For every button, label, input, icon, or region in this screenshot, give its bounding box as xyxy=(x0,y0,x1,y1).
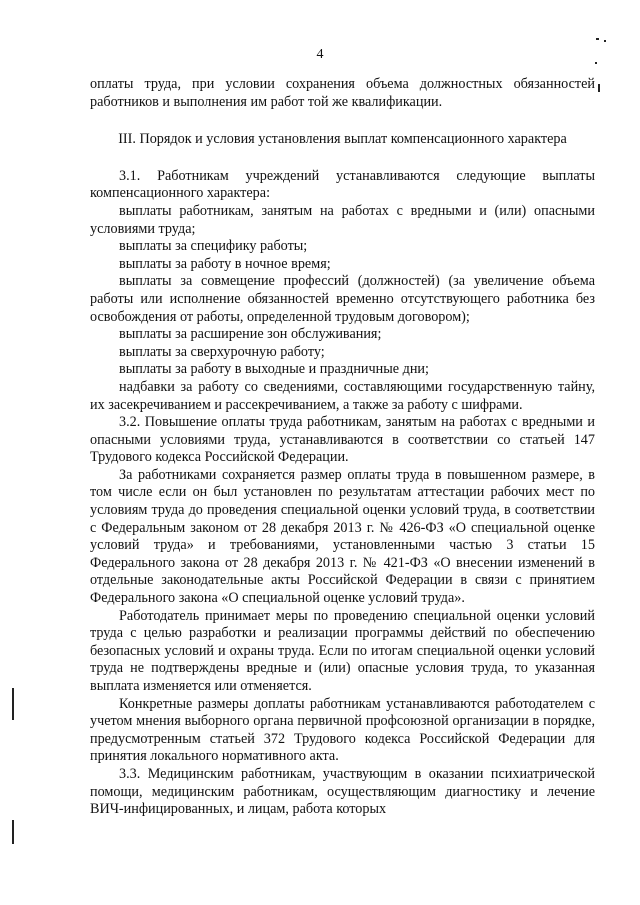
scan-artifact-mark xyxy=(596,38,599,40)
paragraph: оплаты труда, при условии сохранения объема должностных обязанностей работников и выполнения им работ той же квалификации. xyxy=(90,76,595,110)
paragraph: За работниками сохраняется размер оплаты труда в повышенном размере, в том числе если он был установлен по результатам аттестации рабочих мест по условиям труда до проведения специальной оценки условий труда, в соответствии с Федеральным законом от 28 декабря 2013 г. № 426-ФЗ «О специальной оценке условий труда» и требованиями, установленными частью 3 статьи 15 Федерального закона от 28 декабря 2013 г. № 421-ФЗ «О внесении изменений в отдельные законодательные акты Российской Федерации в связи с принятием Федерального закона «О специальной оценке условий труда». xyxy=(90,466,595,607)
scan-artifact-mark xyxy=(604,40,606,42)
scan-artifact-mark xyxy=(598,84,600,92)
paragraph: Конкретные размеры доплаты работникам устанавливаются работодателем с учетом мнения выборного органа первичной профсоюзной организации в порядке, предусмотренным статьей 372 Трудового кодекса Российской Федерации для принятия локального нормативного акта. xyxy=(90,695,595,765)
paragraph: 3.3. Медицинским работникам, участвующим в оказании психиатрической помощи, медицинским работникам, осуществляющим диагностику и лечение ВИЧ-инфицированных, и лицам, работа которых xyxy=(90,765,595,818)
paragraph: Работодатель принимает меры по проведению специальной оценки условий труда с целью разработки и реализации программы действий по обеспечению безопасных условий и охраны труда. Если по итогам специальной оценки условий труда не подтверждены вредные и (или) опасные условия труда, то указанная выплата изменяется или отменяется. xyxy=(90,607,595,694)
page-number: 4 xyxy=(316,47,324,62)
paragraph: 3.2. Повышение оплаты труда работникам, занятым на работах с вредными и опасными условиями труда, устанавливаются в соответствии со статьей 147 Трудового кодекса Российской Федерации. xyxy=(90,414,595,466)
list-item: выплаты за расширение зон обслуживания; xyxy=(119,326,382,343)
list-item: выплаты за совмещение профессий (должностей) (за увеличение объема работы или исполнение обязанностей временно отсутствующего работника без освобождения от работы, определенной трудовым договором); xyxy=(90,273,595,325)
paragraph: 3.1. Работникам учреждений устанавливаются следующие выплаты компенсационного характера: xyxy=(90,167,595,202)
document-body xyxy=(90,76,595,819)
list-item: выплаты за работу в выходные и праздничные дни; xyxy=(119,361,429,378)
list-item: надбавки за работу со сведениями, составляющими государственную тайну, их засекречиванием и рассекречиванием, а также за работу с шифрами. xyxy=(90,378,595,413)
list-item: выплаты за сверхурочную работу; xyxy=(119,343,325,360)
list-item: выплаты за специфику работы; xyxy=(119,238,308,255)
scan-artifact-mark xyxy=(12,820,14,844)
list-item: выплаты работникам, занятым на работах с вредными и (или) опасными условиями труда; xyxy=(90,202,595,237)
scan-artifact-mark xyxy=(12,688,14,720)
list-item: выплаты за работу в ночное время; xyxy=(119,255,331,272)
section-heading: III. Порядок и условия установления выплат компенсационного характера xyxy=(118,131,567,148)
